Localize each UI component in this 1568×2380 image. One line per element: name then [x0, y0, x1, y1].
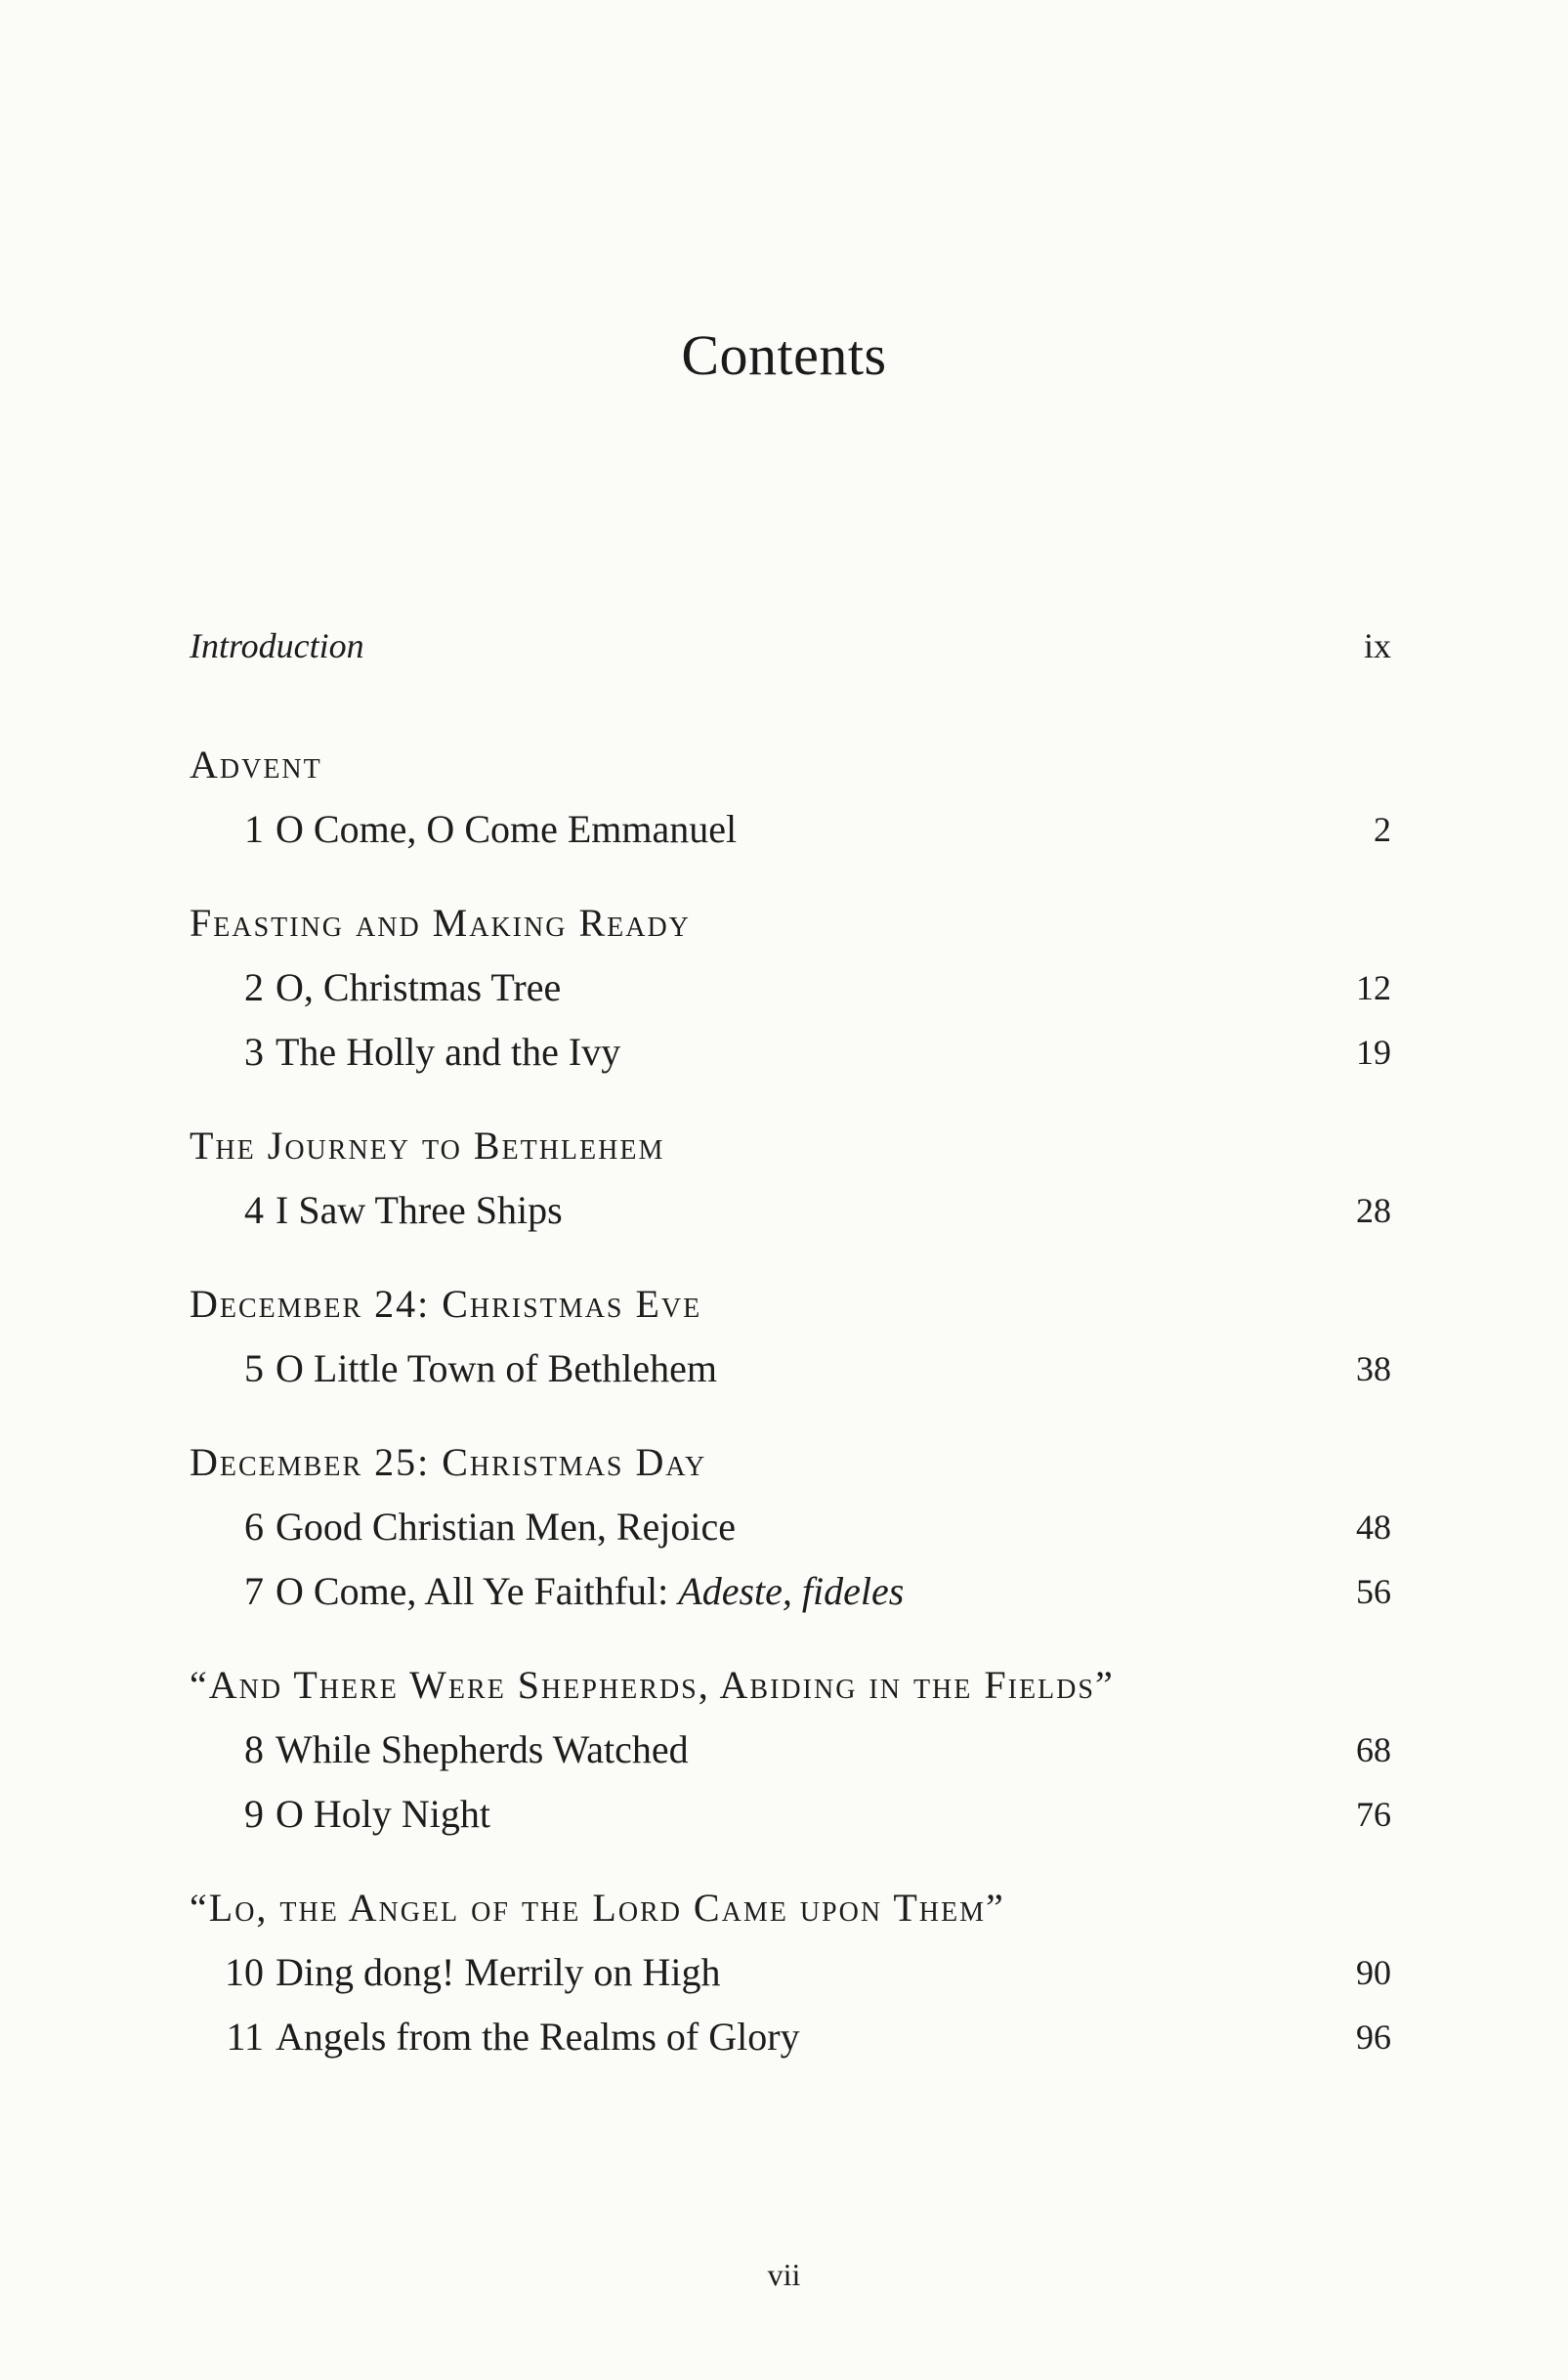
- toc-entry: [190, 1940, 1391, 2005]
- toc-section: [190, 733, 1391, 862]
- toc-introduction: [190, 625, 1391, 703]
- chapter-page-number: 19: [1356, 1033, 1391, 1072]
- chapter-title: O Come, O Come Emmanuel: [275, 807, 738, 851]
- toc-section: [190, 1272, 1391, 1401]
- chapter-title: Good Christian Men, Rejoice: [275, 1505, 737, 1549]
- chapter-number: 9: [244, 1792, 264, 1836]
- toc-entry: [190, 1718, 1391, 1782]
- section-heading: December 25: Christmas Day: [190, 1440, 707, 1484]
- chapter-page-number: 48: [1356, 1508, 1391, 1547]
- chapter-page-number: 28: [1356, 1191, 1391, 1230]
- chapter-title-italic: Adeste, fideles: [678, 1569, 905, 1613]
- section-heading: “Lo, the Angel of the Lord Came upon Them”: [190, 1886, 1005, 1930]
- section-heading: “And There Were Shepherds, Abiding in the Fields”: [190, 1663, 1115, 1707]
- introduction-page-number: ix: [1363, 626, 1391, 665]
- toc-entry: [190, 1178, 1391, 1243]
- chapter-page-number: 76: [1356, 1795, 1391, 1834]
- chapter-page-number: 2: [1374, 810, 1391, 849]
- section-heading: December 24: Christmas Eve: [190, 1282, 702, 1326]
- chapter-number: 8: [244, 1727, 264, 1771]
- toc-entry: [190, 1020, 1391, 1084]
- chapter-title: While Shepherds Watched: [275, 1727, 689, 1771]
- toc-entry: [190, 2005, 1391, 2069]
- chapter-page-number: 56: [1356, 1572, 1391, 1611]
- chapter-title: The Holly and the Ivy: [275, 1030, 621, 1074]
- introduction-label: Introduction: [190, 626, 364, 665]
- section-heading: Advent: [190, 743, 322, 786]
- toc-section: [190, 891, 1391, 1084]
- chapter-number: 1: [244, 807, 264, 851]
- toc-entry: [190, 1782, 1391, 1847]
- folio-page-number: vii: [767, 2257, 801, 2292]
- toc-entry: [190, 797, 1391, 862]
- chapter-page-number: 38: [1356, 1349, 1391, 1388]
- chapter-number: 10: [225, 1950, 264, 1994]
- section-heading: The Journey to Bethlehem: [190, 1124, 665, 1168]
- chapter-title: O, Christmas Tree: [275, 965, 562, 1009]
- chapter-title: O Come, All Ye Faithful:: [275, 1569, 679, 1613]
- chapter-number: 2: [244, 965, 264, 1009]
- chapter-page-number: 12: [1356, 968, 1391, 1007]
- chapter-page-number: 68: [1356, 1730, 1391, 1769]
- section-heading: Feasting and Making Ready: [190, 901, 691, 945]
- toc-entry: [190, 1559, 1391, 1624]
- chapter-number: 4: [244, 1188, 264, 1232]
- toc-section: [190, 1114, 1391, 1243]
- page-title: Contents: [681, 323, 887, 387]
- chapter-page-number: 96: [1356, 2018, 1391, 2057]
- toc-section: [190, 1876, 1391, 2069]
- chapter-number: 7: [244, 1569, 264, 1613]
- toc-entry: [190, 1495, 1391, 1559]
- toc-entry: [190, 1337, 1391, 1401]
- toc-section: [190, 1430, 1391, 1624]
- chapter-number: 11: [226, 2015, 264, 2059]
- toc-section: [190, 1653, 1391, 1847]
- chapter-title: Angels from the Realms of Glory: [275, 2015, 800, 2059]
- chapter-title: O Holy Night: [275, 1792, 490, 1836]
- chapter-title: Ding dong! Merrily on High: [275, 1950, 721, 1994]
- toc-entry: [190, 956, 1391, 1020]
- chapter-number: 6: [244, 1505, 264, 1549]
- chapter-number: 5: [244, 1346, 264, 1390]
- chapter-title: O Little Town of Bethlehem: [275, 1346, 717, 1390]
- table-of-contents: [190, 625, 1391, 2069]
- toc-sections: [190, 733, 1391, 2069]
- chapter-number: 3: [244, 1030, 264, 1074]
- chapter-page-number: 90: [1356, 1953, 1391, 1992]
- chapter-title: I Saw Three Ships: [275, 1188, 563, 1232]
